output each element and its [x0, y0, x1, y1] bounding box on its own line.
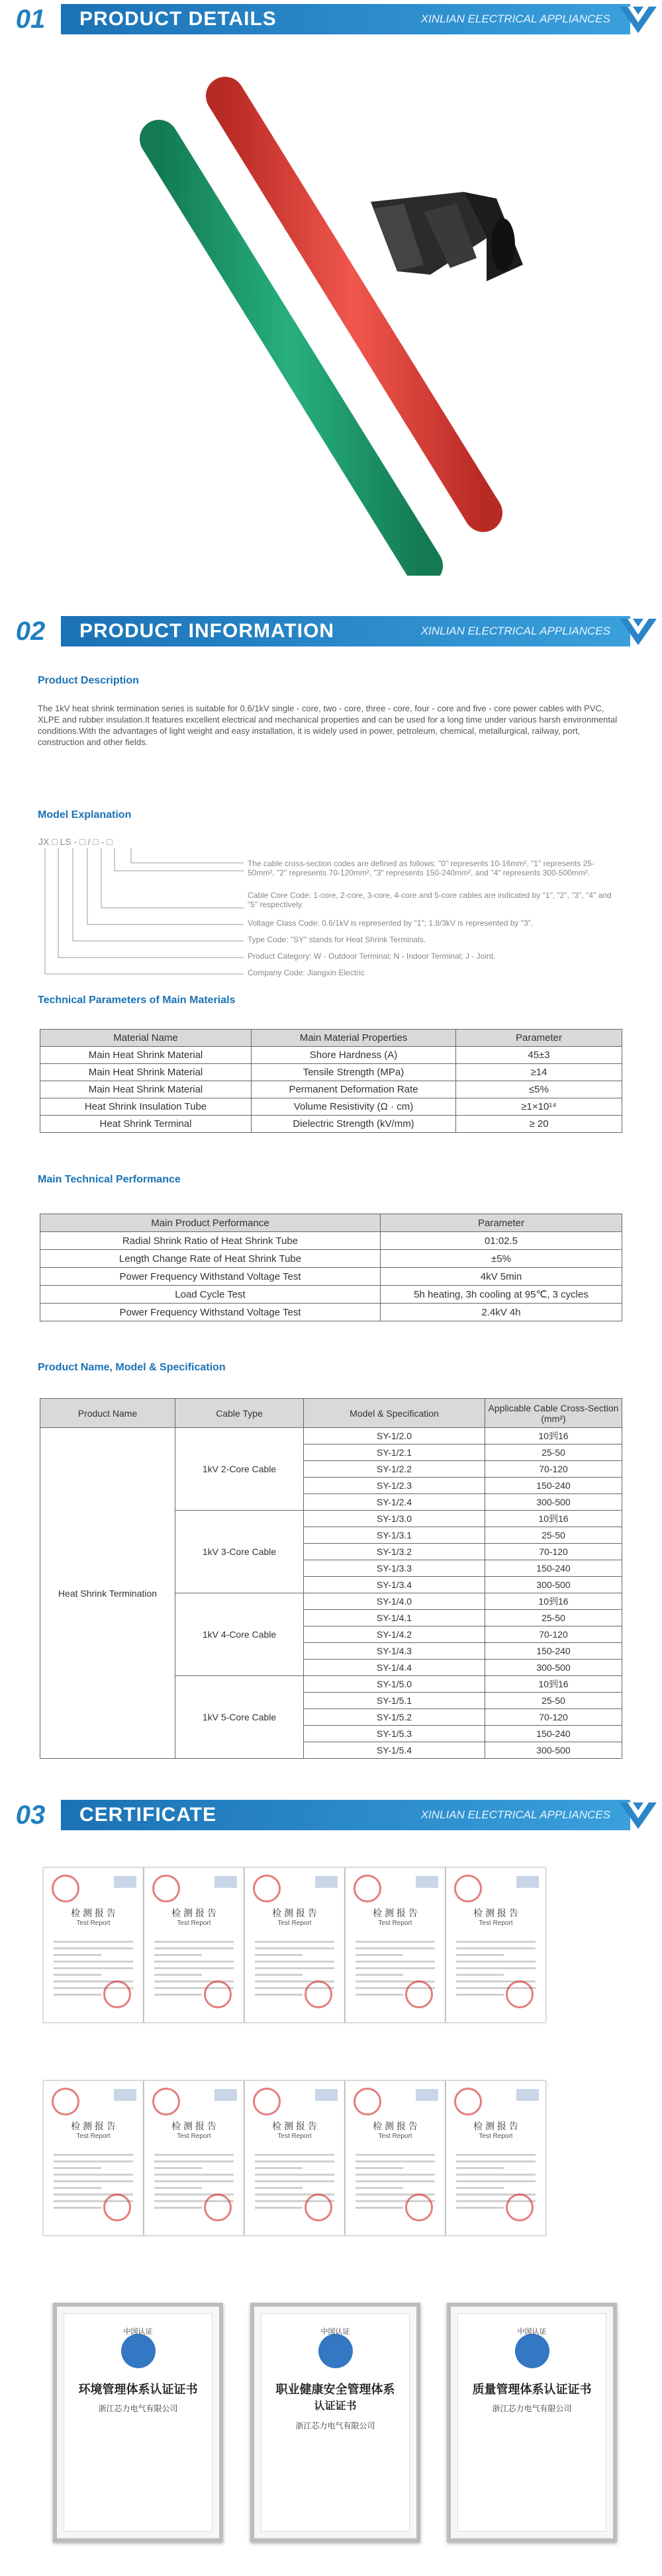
section-number: 03: [0, 1796, 61, 1834]
report-title-en: Test Report: [378, 2133, 412, 2140]
table-cell: Main Heat Shrink Material: [40, 1047, 252, 1064]
model-cell: SY-1/5.2: [304, 1709, 485, 1726]
table-header: Main Material Properties: [252, 1030, 456, 1047]
model-heading: Model Explanation: [38, 809, 132, 821]
table-cell: Main Heat Shrink Material: [40, 1081, 252, 1098]
test-report-sheet: [446, 1867, 546, 2023]
model-cell: SY-1/4.1: [304, 1610, 485, 1626]
model-note-3: Type Code: "SY" stands for Heat Shrink Terminals.: [248, 935, 426, 944]
cross-section-cell: 70-120: [485, 1544, 622, 1560]
table-cell: 01:02.5: [381, 1232, 622, 1250]
report-title-en: Test Report: [76, 2133, 111, 2140]
section-number: 02: [0, 612, 61, 650]
table-cell: Power Frequency Withstand Voltage Test: [40, 1304, 381, 1321]
section-title: CERTIFICATE: [79, 1804, 217, 1826]
model-cell: SY-1/5.4: [304, 1742, 485, 1759]
cnas-logo-icon: [114, 2089, 136, 2101]
model-diagram: [38, 835, 634, 981]
table-header: Product Name: [40, 1399, 175, 1428]
cnas-logo-icon: [315, 2089, 338, 2101]
red-seal-icon: [454, 2088, 482, 2115]
model-cell: SY-1/3.3: [304, 1560, 485, 1577]
table-header: Parameter: [381, 1214, 622, 1232]
test-report-sheet: [345, 1867, 446, 2023]
model-cell: SY-1/2.1: [304, 1444, 485, 1461]
cross-section-cell: 70-120: [485, 1626, 622, 1643]
red-seal-icon: [103, 2194, 131, 2221]
model-cell: SY-1/3.0: [304, 1511, 485, 1527]
description-text: The 1kV heat shrink termination series is suitable for 0.6/1kV single - core, two - core, three - core, four - core and five - core power cables with PVC, XLPE and rubber insulation.It features excellent electrical and mechanical properties and can be used for a long time under various harsh environmental conditions.With the advantages of light weight and easy installation, it is widely used in power, petroleum, chemical, metallurgical, railway, port, construction and other fields.: [38, 703, 618, 747]
model-note-0: The cable cross-section codes are defined as follows: "0" represents 10-16mm², "1" represents 25-50mm², "2" represents 70-120mm², "3" represents 150-240mm², and "4" represents 300-500mm².: [248, 859, 594, 877]
section-title: PRODUCT DETAILS: [79, 8, 277, 30]
section-subtitle: XINLIAN ELECTRICAL APPLIANCES: [420, 1808, 610, 1821]
cert-logo-icon: [121, 2334, 156, 2368]
spec-heading: Product Name, Model & Specification: [38, 1362, 226, 1373]
table-cell: Heat Shrink Terminal: [40, 1116, 252, 1133]
cross-section-cell: 10到16: [485, 1511, 622, 1527]
cnas-logo-icon: [315, 1876, 338, 1888]
performance-table: [40, 1214, 622, 1321]
report-title-cn: 检 测 报 告: [71, 2121, 116, 2131]
materials-heading: Technical Parameters of Main Materials: [38, 995, 236, 1006]
cross-section-cell: 10到16: [485, 1593, 622, 1610]
table-row: [40, 1081, 622, 1098]
red-seal-icon: [204, 2194, 232, 2221]
red-seal-icon: [354, 1875, 381, 1902]
test-report-group: [43, 2080, 619, 2236]
cnas-logo-icon: [214, 1876, 237, 1888]
model-cell: SY-1/4.4: [304, 1660, 485, 1676]
test-report-group: [43, 1867, 619, 2023]
table-row: [40, 1268, 622, 1286]
report-title-en: Test Report: [277, 2133, 312, 2140]
table-cell: 2.4kV 4h: [381, 1304, 622, 1321]
table-row: [40, 1286, 622, 1304]
model-cell: SY-1/3.2: [304, 1544, 485, 1560]
chevron-down-icon: [618, 1799, 658, 1832]
materials-table: [40, 1029, 622, 1133]
description-heading: Product Description: [38, 675, 139, 686]
table-cell: Tensile Strength (MPa): [252, 1064, 456, 1081]
cross-section-cell: 25-50: [485, 1444, 622, 1461]
table-row: [40, 1232, 622, 1250]
cable-type-cell: 1kV 5-Core Cable: [175, 1676, 304, 1759]
product-name-cell: Heat Shrink Termination: [40, 1428, 175, 1759]
cert-title-line2: 认证证书: [314, 2401, 357, 2412]
section-banner-03: [0, 1796, 662, 1834]
table-cell: ≤5%: [456, 1081, 622, 1098]
cnas-logo-icon: [214, 2089, 237, 2101]
table-header: Parameter: [456, 1030, 622, 1047]
cert-title: 职业健康安全管理体系: [275, 2383, 395, 2396]
red-seal-icon: [253, 2088, 281, 2115]
cross-section-cell: 300-500: [485, 1494, 622, 1511]
table-cell: 45±3: [456, 1047, 622, 1064]
report-title-en: Test Report: [277, 1920, 312, 1927]
table-cell: Volume Resistivity (Ω · cm): [252, 1098, 456, 1116]
spec-table: [40, 1398, 622, 1759]
cross-section-cell: 70-120: [485, 1461, 622, 1478]
table-header: Model & Specification: [304, 1399, 485, 1428]
cnas-logo-icon: [114, 1876, 136, 1888]
table-cell: ≥14: [456, 1064, 622, 1081]
red-seal-icon: [506, 1980, 534, 2008]
table-cell: Shore Hardness (A): [252, 1047, 456, 1064]
table-cell: Radial Shrink Ratio of Heat Shrink Tube: [40, 1232, 381, 1250]
table-cell: ±5%: [381, 1250, 622, 1268]
table-cell: Main Heat Shrink Material: [40, 1064, 252, 1081]
table-cell: Heat Shrink Insulation Tube: [40, 1098, 252, 1116]
report-title-en: Test Report: [479, 2133, 513, 2140]
table-header: Applicable Cable Cross-Section (mm²): [485, 1399, 622, 1428]
section-subtitle: XINLIAN ELECTRICAL APPLIANCES: [420, 13, 610, 25]
cross-section-cell: 25-50: [485, 1610, 622, 1626]
cross-section-cell: 10到16: [485, 1676, 622, 1693]
cert-logo-icon: [318, 2334, 353, 2368]
certificate-frame: [250, 2303, 420, 2542]
cert-logo-text: 中国认证: [517, 2328, 547, 2336]
red-seal-icon: [305, 2194, 332, 2221]
report-title-en: Test Report: [378, 1920, 412, 1927]
cert-logo-text: 中国认证: [123, 2328, 153, 2336]
report-title-en: Test Report: [177, 2133, 211, 2140]
cross-section-cell: 300-500: [485, 1742, 622, 1759]
red-seal-icon: [103, 1980, 131, 2008]
cnas-logo-icon: [416, 1876, 438, 1888]
cross-section-cell: 150-240: [485, 1643, 622, 1660]
report-title-cn: 检 测 报 告: [272, 1908, 317, 1918]
report-title-en: Test Report: [177, 1920, 211, 1927]
model-cell: SY-1/4.3: [304, 1643, 485, 1660]
report-title-cn: 检 测 报 告: [473, 1908, 518, 1918]
table-header-row: [40, 1214, 622, 1232]
table-cell: 5h heating, 3h cooling at 95℃, 3 cycles: [381, 1286, 622, 1304]
cross-section-cell: 25-50: [485, 1527, 622, 1544]
table-cell: Power Frequency Withstand Voltage Test: [40, 1268, 381, 1286]
cnas-logo-icon: [416, 2089, 438, 2101]
cross-section-cell: 300-500: [485, 1577, 622, 1593]
table-header: Material Name: [40, 1030, 252, 1047]
table-header: Cable Type: [175, 1399, 304, 1428]
section-banner-01: [0, 0, 662, 38]
table-header: Main Product Performance: [40, 1214, 381, 1232]
red-seal-icon: [454, 1875, 482, 1902]
cert-logo-icon: [515, 2334, 549, 2368]
test-report-sheet: [144, 1867, 244, 2023]
test-report-sheet: [43, 2080, 144, 2236]
cert-title: 环境管理体系认证证书: [78, 2383, 198, 2396]
red-seal-icon: [152, 1875, 180, 1902]
test-report-sheet: [144, 2080, 244, 2236]
model-cell: SY-1/5.1: [304, 1693, 485, 1709]
report-title-cn: 检 测 报 告: [171, 1908, 216, 1918]
table-cell: Length Change Rate of Heat Shrink Tube: [40, 1250, 381, 1268]
report-title-en: Test Report: [76, 1920, 111, 1927]
model-connector-lines: [38, 835, 250, 981]
cross-section-cell: 10到16: [485, 1428, 622, 1444]
table-row: [40, 1098, 622, 1116]
cable-type-cell: 1kV 4-Core Cable: [175, 1593, 304, 1676]
model-cell: SY-1/2.0: [304, 1428, 485, 1444]
table-header-row: [40, 1030, 622, 1047]
cert-company: 浙江芯力电气有限公司: [98, 2404, 178, 2413]
table-row: [40, 1250, 622, 1268]
report-title-cn: 检 测 报 告: [272, 2121, 317, 2131]
table-cell: Dielectric Strength (kV/mm): [252, 1116, 456, 1133]
red-seal-icon: [405, 2194, 433, 2221]
cross-section-cell: 25-50: [485, 1693, 622, 1709]
certificate-frame: [53, 2303, 223, 2542]
table-cell: Load Cycle Test: [40, 1286, 381, 1304]
model-cell: SY-1/5.3: [304, 1726, 485, 1742]
section-number: 01: [0, 0, 61, 38]
cnas-logo-icon: [516, 2089, 539, 2101]
test-report-sheet: [244, 1867, 345, 2023]
report-title-cn: 检 测 报 告: [71, 1908, 116, 1918]
table-cell: 4kV 5min: [381, 1268, 622, 1286]
table-row: [40, 1428, 622, 1444]
model-code: JX □ LS - □ / □ - □: [38, 836, 113, 847]
model-cell: SY-1/4.2: [304, 1626, 485, 1643]
test-report-sheet: [446, 2080, 546, 2236]
red-seal-icon: [152, 2088, 180, 2115]
cert-company: 浙江芯力电气有限公司: [295, 2421, 375, 2430]
test-report-sheet: [43, 1867, 144, 2023]
model-cell: SY-1/3.4: [304, 1577, 485, 1593]
model-cell: SY-1/4.0: [304, 1593, 485, 1610]
report-title-cn: 检 测 报 告: [473, 2121, 518, 2131]
test-report-sheet: [244, 2080, 345, 2236]
test-report-sheet: [345, 2080, 446, 2236]
red-seal-icon: [354, 2088, 381, 2115]
table-row: [40, 1047, 622, 1064]
cross-section-cell: 150-240: [485, 1726, 622, 1742]
cert-title: 质量管理体系认证证书: [472, 2383, 592, 2396]
breakout-boot: [371, 192, 523, 281]
model-cell: SY-1/5.0: [304, 1676, 485, 1693]
table-cell: ≥1×10¹⁴: [456, 1098, 622, 1116]
cert-company: 浙江芯力电气有限公司: [492, 2404, 572, 2413]
model-cell: SY-1/2.3: [304, 1478, 485, 1494]
model-note-2: Voltage Class Code: 0.6/1kV is represented by "1"; 1.8/3kV is represented by "3".: [248, 918, 534, 928]
cross-section-cell: 70-120: [485, 1709, 622, 1726]
model-cell: SY-1/3.1: [304, 1527, 485, 1544]
red-seal-icon: [305, 1980, 332, 2008]
section-banner-02: [0, 612, 662, 650]
table-row: [40, 1064, 622, 1081]
red-seal-icon: [253, 1875, 281, 1902]
model-cell: SY-1/2.4: [304, 1494, 485, 1511]
report-title-cn: 检 测 报 告: [373, 1908, 418, 1918]
cross-section-cell: 150-240: [485, 1560, 622, 1577]
chevron-down-icon: [618, 3, 658, 36]
table-row: [40, 1116, 622, 1133]
cable-type-cell: 1kV 3-Core Cable: [175, 1511, 304, 1593]
table-header-row: [40, 1399, 622, 1428]
red-seal-icon: [506, 2194, 534, 2221]
model-note-5: Company Code: Jiangxin Electric: [248, 968, 365, 977]
cnas-logo-icon: [516, 1876, 539, 1888]
performance-heading: Main Technical Performance: [38, 1174, 181, 1185]
model-note-4: Product Category: W - Outdoor Terminal; N - Indoor Terminal; J - Joint.: [248, 952, 496, 961]
red-seal-icon: [204, 1980, 232, 2008]
chevron-down-icon: [618, 615, 658, 648]
report-title-cn: 检 测 报 告: [373, 2121, 418, 2131]
section-subtitle: XINLIAN ELECTRICAL APPLIANCES: [420, 625, 610, 637]
cross-section-cell: 300-500: [485, 1660, 622, 1676]
red-seal-icon: [405, 1980, 433, 2008]
report-title-en: Test Report: [479, 1920, 513, 1927]
table-cell: Permanent Deformation Rate: [252, 1081, 456, 1098]
cable-type-cell: 1kV 2-Core Cable: [175, 1428, 304, 1511]
red-seal-icon: [52, 2088, 79, 2115]
table-row: [40, 1304, 622, 1321]
certificate-frame: [447, 2303, 617, 2542]
cross-section-cell: 150-240: [485, 1478, 622, 1494]
cert-logo-text: 中国认证: [320, 2328, 350, 2336]
model-cell: SY-1/2.2: [304, 1461, 485, 1478]
table-cell: ≥ 20: [456, 1116, 622, 1133]
report-title-cn: 检 测 报 告: [171, 2121, 216, 2131]
model-note-1: Cable Core Code: 1-core, 2-core, 3-core, 4-core and 5-core cables are indicated by "1", "2", "3", "4" and "5" respectively.: [248, 891, 612, 909]
section-title: PRODUCT INFORMATION: [79, 620, 335, 642]
red-seal-icon: [52, 1875, 79, 1902]
product-image: [0, 46, 662, 576]
